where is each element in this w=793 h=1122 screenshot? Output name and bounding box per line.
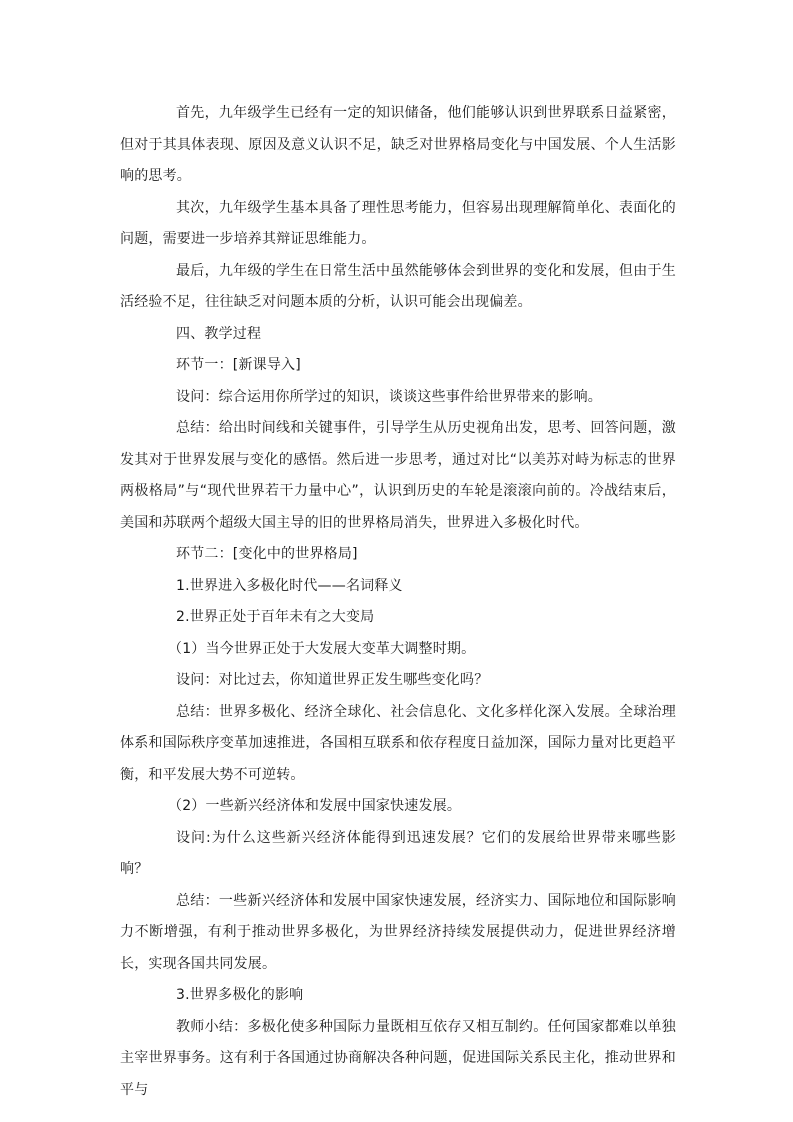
step-one-heading: 环节一：[新课导入] [176, 357, 301, 373]
step-one-summary: 总结：给出时间线和关键事件，引导学生从历史视角出发，思考、回答问题，激发其对于世界发展与变化的感悟。然后进一步思考，通过对比“以美苏对峙为标志的世界两极格局”与“现代世界若干力量中心”，认识到历史的车轮是滚滚向前的。冷战结束后，美国和苏联两个超级大国主导的旧的世界格局消失，世界进入多极化时代。 [120, 420, 676, 531]
subitem-1-summary: 总结：世界多极化、经济全球化、社会信息化、文化多样化深入发展。全球治理体系和国际秩序变革加速推进，各国相互联系和依存程度日益加深，国际力量对比更趋平衡，和平发展大势不可逆转。 [120, 703, 676, 783]
subitem-2-summary: 总结：一些新兴经济体和发展中国家快速发展，经济实力、国际地位和国际影响力不断增强，有利于推动世界多极化，为世界经济持续发展提供动力，促进世界经济增长，实现各国共同发展。 [120, 892, 676, 972]
subitem-2-question: 设问:为什么这些新兴经济体能得到迅速发展？它们的发展给世界带来哪些影响？ [120, 829, 676, 877]
paragraph-student-thinking: 其次，九年级学生基本具备了理性思考能力，但容易出现理解简单化、表面化的问题，需要进一步培养其辩证思维能力。 [120, 199, 676, 247]
item-3-heading: 3.世界多极化的影响 [176, 987, 304, 1003]
document-body [120, 98, 676, 1106]
subitem-1-question: 设问：对比过去，你知道世界正发生哪些变化吗？ [176, 672, 489, 688]
teacher-summary: 教师小结：多极化使多种国际力量既相互依存又相互制约。任何国家都难以单独主宰世界事务。这有利于各国通过协商解决各种问题，促进国际关系民主化，推动世界和平与 [120, 1018, 676, 1098]
step-one-question: 设问：综合运用你所学过的知识，谈谈这些事件给世界带来的影响。 [176, 388, 602, 405]
paragraph-student-knowledge: 首先，九年级学生已经有一定的知识储备，他们能够认识到世界联系日益紧密，但对于其具体表现、原因及意义认识不足，缺乏对世界格局变化与中国发展、个人生活影响的思考。 [120, 105, 676, 184]
step-two-heading: 环节二：[变化中的世界格局] [176, 546, 358, 562]
subitem-2-heading: （2）一些新兴经济体和发展中国家快速发展。 [168, 798, 462, 814]
item-2-heading: 2.世界正处于百年未有之大变局 [176, 609, 375, 625]
item-1-heading: 1.世界进入多极化时代——名词释义 [176, 577, 403, 594]
section-heading-teaching-process: 四、教学过程 [176, 325, 262, 342]
paragraph-student-experience: 最后，九年级的学生在日常生活中虽然能够体会到世界的变化和发展，但由于生活经验不足，往往缺乏对问题本质的分析，认识可能会出现偏差。 [120, 262, 676, 310]
subitem-1-heading: （1）当今世界正处于大发展大变革大调整时期。 [168, 640, 476, 657]
